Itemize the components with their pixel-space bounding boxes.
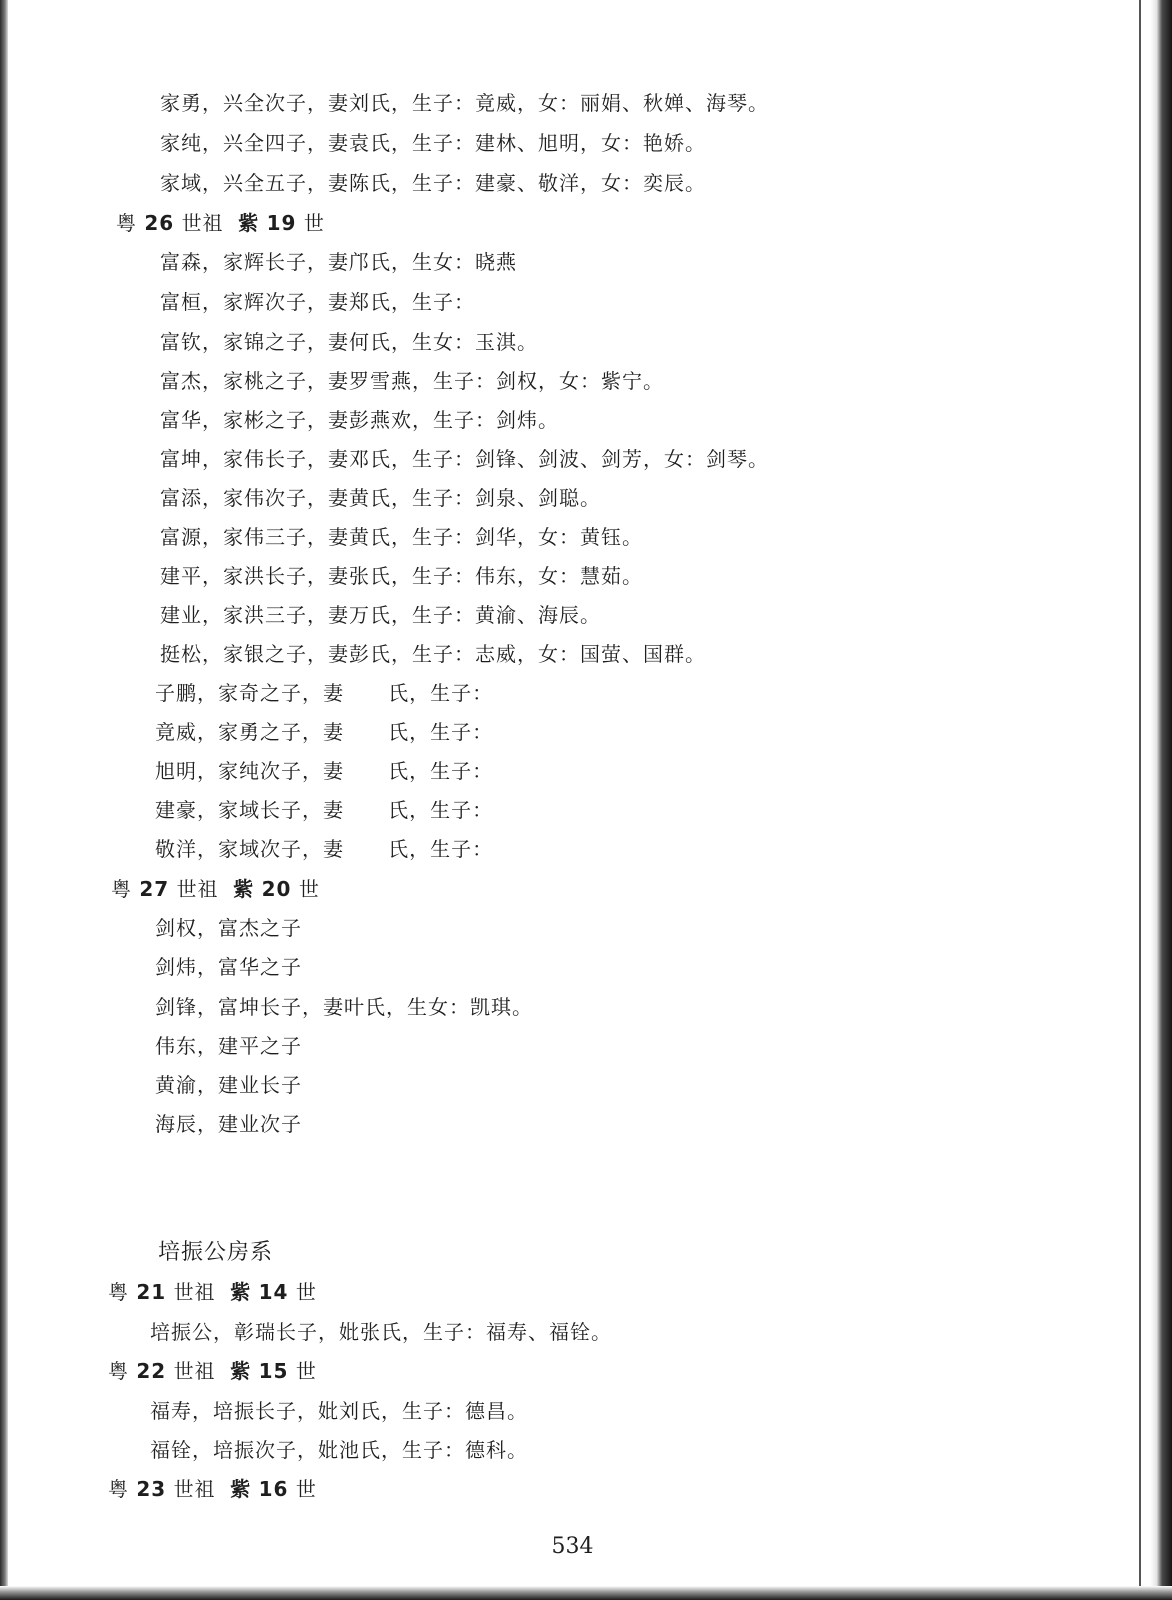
genealogy-entry: 家勇，兴全次子，妻刘氏，生子：竟威，女：丽娟、秋婵、海琴。 xyxy=(160,91,769,115)
genealogy-entry: 富添，家伟次子，妻黄氏，生子：剑泉、剑聪。 xyxy=(160,486,601,510)
generation-heading-26: 粤 26 世祖 紫 19 世 xyxy=(116,211,325,235)
genealogy-entry: 培振公，彰瑞长子，妣张氏，生子：福寿、福铨。 xyxy=(150,1320,612,1344)
genealogy-entry: 富源，家伟三子，妻黄氏，生子：剑华，女：黄钰。 xyxy=(160,525,643,549)
genealogy-entry: 家域，兴全五子，妻陈氏，生子：建豪、敬洋，女：奕辰。 xyxy=(160,171,706,195)
genealogy-entry: 剑权，富杰之子 xyxy=(155,916,302,940)
generation-heading-21: 粤 21 世祖 紫 14 世 xyxy=(108,1280,317,1304)
branch-title: 培振公房系 xyxy=(158,1240,274,1265)
scan-edge-right xyxy=(1150,0,1172,1600)
genealogy-entry: 家纯，兴全四子，妻袁氏，生子：建林、旭明，女：艳娇。 xyxy=(160,131,706,155)
genealogy-entry: 剑锋，富坤长子，妻叶氏，生女：凯琪。 xyxy=(155,995,533,1019)
scan-edge-bottom xyxy=(0,1586,1172,1600)
genealogy-entry: 富坤，家伟长子，妻邓氏，生子：剑锋、剑波、剑芳，女：剑琴。 xyxy=(160,447,769,471)
scan-edge-left xyxy=(0,0,8,1600)
genealogy-entry: 建平，家洪长子，妻张氏，生子：伟东，女：慧茹。 xyxy=(160,564,643,588)
genealogy-entry: 旭明，家纯次子，妻 氏，生子： xyxy=(155,759,494,783)
genealogy-entry: 富森，家辉长子，妻邝氏，生女：晓燕 xyxy=(160,250,517,274)
genealogy-entry: 富桓，家辉次子，妻郑氏，生子： xyxy=(160,290,475,314)
generation-heading-27: 粤 27 世祖 紫 20 世 xyxy=(111,877,320,901)
genealogy-entry: 黄渝，建业长子 xyxy=(155,1073,302,1097)
genealogy-entry: 富华，家彬之子，妻彭燕欢，生子：剑炜。 xyxy=(160,408,559,432)
scan-fold-line xyxy=(1139,0,1141,1600)
genealogy-entry: 挺松，家银之子，妻彭氏，生子：志威，女：国萤、国群。 xyxy=(160,642,706,666)
genealogy-entry: 海辰，建业次子 xyxy=(155,1112,302,1136)
genealogy-entry: 竟威，家勇之子，妻 氏，生子： xyxy=(155,720,494,744)
genealogy-entry: 富杰，家桃之子，妻罗雪燕，生子：剑权，女：紫宁。 xyxy=(160,369,664,393)
genealogy-entry: 剑炜，富华之子 xyxy=(155,955,302,979)
genealogy-entry: 敬洋，家域次子，妻 氏，生子： xyxy=(155,837,494,861)
page-number: 534 xyxy=(551,1534,594,1559)
genealogy-entry: 福铨，培振次子，妣池氏，生子：德科。 xyxy=(150,1438,528,1462)
genealogy-entry: 伟东，建平之子 xyxy=(155,1034,302,1058)
generation-heading-23: 粤 23 世祖 紫 16 世 xyxy=(108,1477,317,1501)
genealogy-entry: 富钦，家锦之子，妻何氏，生女：玉淇。 xyxy=(160,330,538,354)
generation-heading-22: 粤 22 世祖 紫 15 世 xyxy=(108,1359,317,1383)
genealogy-entry: 福寿，培振长子，妣刘氏，生子：德昌。 xyxy=(150,1399,528,1423)
genealogy-entry: 子鹏，家奇之子，妻 氏，生子： xyxy=(155,681,494,705)
genealogy-entry: 建豪，家域长子，妻 氏，生子： xyxy=(155,798,494,822)
genealogy-entry: 建业，家洪三子，妻万氏，生子：黄渝、海辰。 xyxy=(160,603,601,627)
